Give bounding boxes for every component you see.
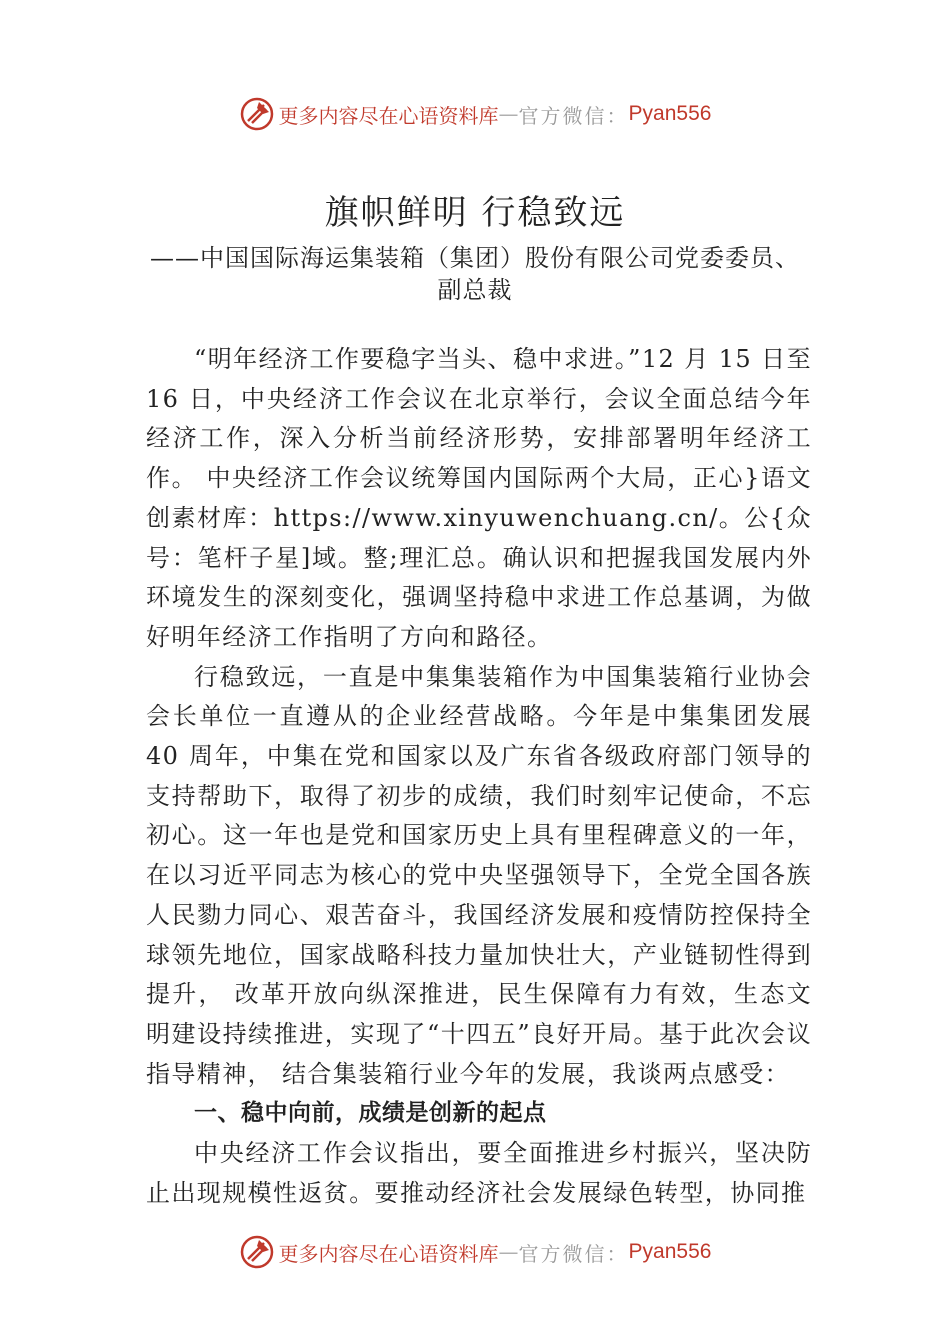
page-title: 旗帜鲜明 行稳致远 — [324, 193, 626, 233]
banner-text: 更多内容尽在心语资料库 — [278, 1241, 499, 1266]
logo-icon — [239, 1234, 275, 1270]
logo-icon — [239, 96, 275, 132]
footer-banner — [0, 1232, 950, 1272]
banner-wechat-id: Pyan556 — [628, 1240, 712, 1263]
banner-label: 官方微信： — [518, 103, 629, 128]
section-heading: 一、稳中向前，成绩是创新的起点 — [194, 1100, 547, 1127]
banner-wechat-id: Pyan556 — [628, 102, 712, 125]
paragraph-2: 行稳致远，一直是中集集装箱作为中国集装箱行业协会会长单位一直遵从的企业经营战略。今年是中集集团发展 40 周年，中集在党和国家以及广东省各级政府部门领导的支持帮助下，取得了初步的成绩，我们时刻牢记使命，不忘初心。这一年也是党和国家历史上具有里程碑意义的一年，在以习近平同志为核心的党中央坚强领导下，全党全国各族人民勠力同心、艰苦奋斗，我国经济发展和疫情防控保持全球领先地位，国家战略科技力量加快壮大，产业链韧性得到提升， 改革开放向纵深推进，民生保障有力有效，生态文明建设持续推进，实现了“十四五”良好开局。基于此次会议指导精神， 结合集装箱行业今年的发展，我谈两点感受： — [146, 662, 812, 1088]
banner-label: 官方微信： — [518, 1241, 629, 1266]
paragraph-1: “明年经济工作要稳字当头、稳中求进。”12 月 15 日至16 日，中央经济工作会议在北京举行，会议全面总结今年经济工作，深入分析当前经济形势，安排部署明年经济工作。 中央经济工作会议统筹国内国际两个大局，正心}语文创素材库：https://www.xinyuwenchuang.cn/。公{众号：笔杆子星]域。整;理汇总。确认识和把握我国发展内外环境发生的深刻变化，强调坚持稳中求进工作总基调，为做好明年经济工作指明了方向和路径。 — [146, 345, 812, 651]
paragraph-3: 中央经济工作会议指出，要全面推进乡村振兴，坚决防止出现规模性返贫。要推动经济社会发展绿色转型，协同推 — [146, 1139, 812, 1207]
banner-separator: — — [498, 102, 519, 126]
header-banner — [0, 94, 950, 134]
page-subtitle: ——中国国际海运集装箱（集团）股份有限公司党委委员、副总裁 — [150, 244, 800, 304]
banner-separator: — — [498, 1240, 519, 1264]
banner-text: 更多内容尽在心语资料库 — [278, 103, 499, 128]
document-body — [146, 340, 812, 1213]
